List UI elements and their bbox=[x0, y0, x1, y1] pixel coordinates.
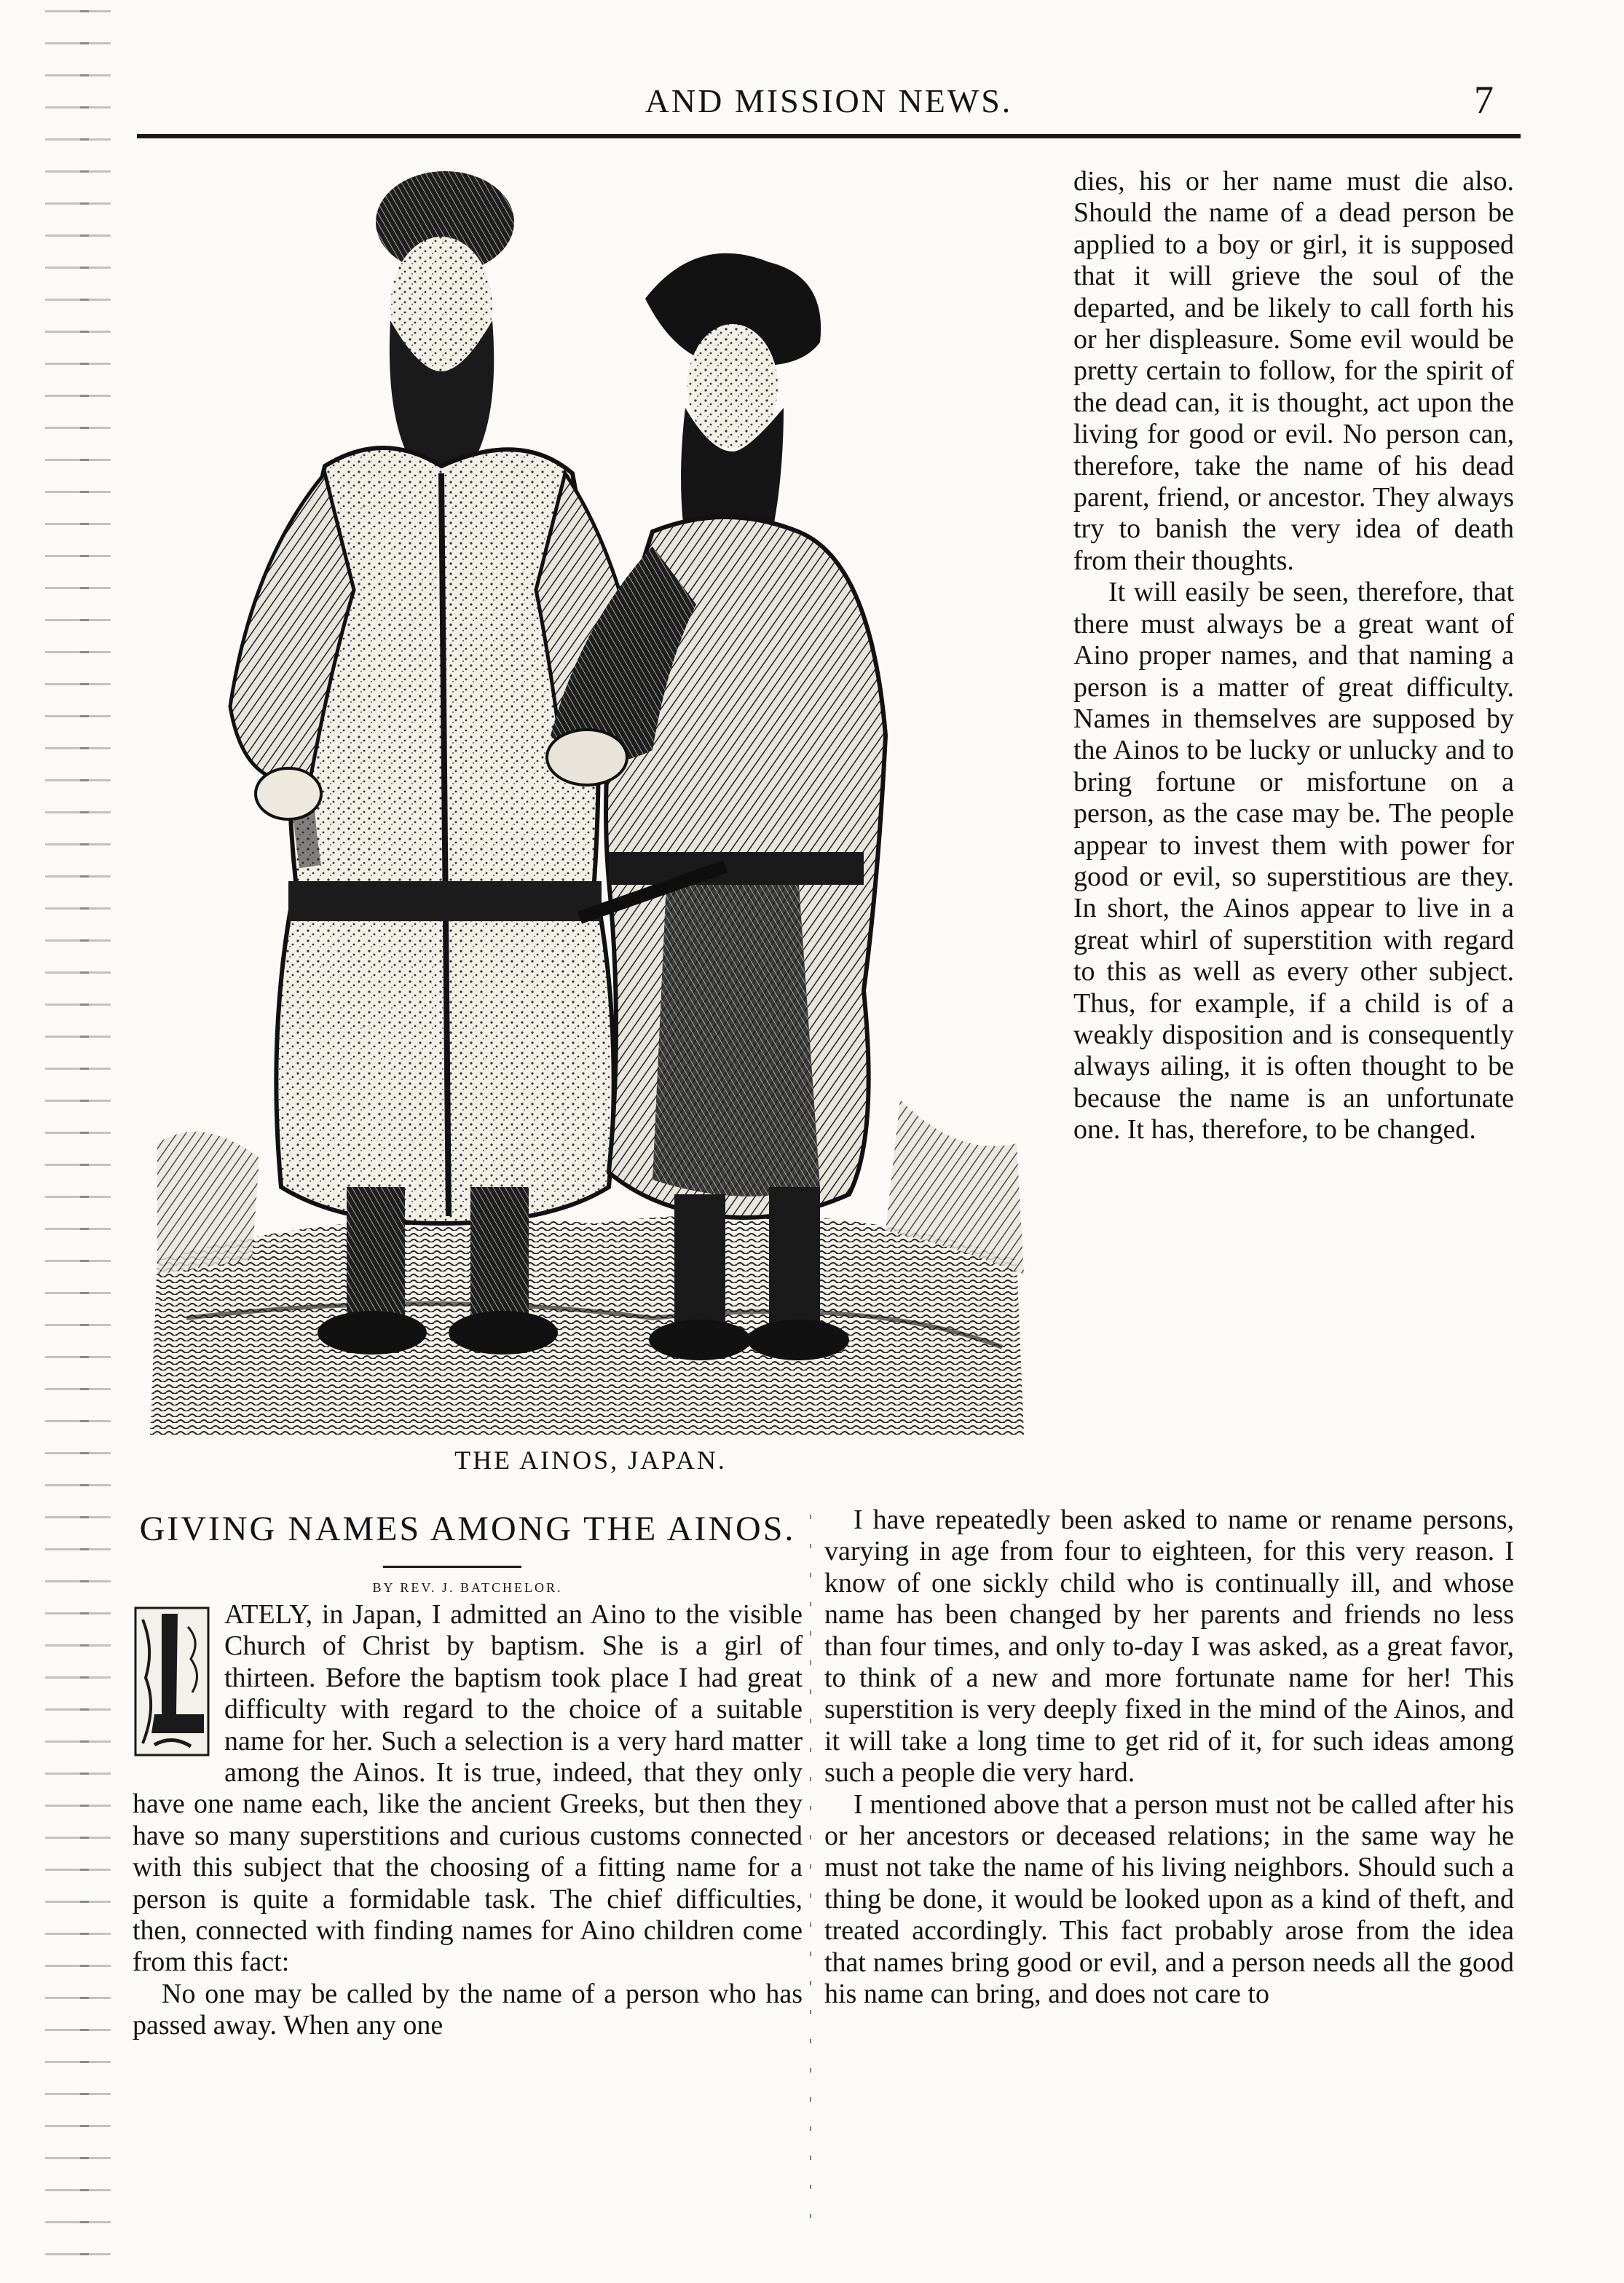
engraving-illustration bbox=[143, 153, 1038, 1449]
ornamental-drop-cap bbox=[133, 1605, 211, 1758]
drop-cap-letter-l-icon bbox=[133, 1605, 211, 1758]
bottom-right-column-text bbox=[824, 1505, 1514, 2011]
paragraph: No one may be called by the name of a person who has passed away. When any one bbox=[133, 1978, 803, 2041]
paragraph: dies, his or her name must die also. Should the name of a dead person be applied to a boy or girl, it is supposed that it will grieve the soul of the departed, and be likely to call forth his or her displeasure. Some evil would be pretty certain to follow, for the spirit of the dead can, it is thought, act upon the living for good or evil. No person can, therefore, take the name of his dead parent, friend, or ancestor. They always try to banish the very idea of death from their thoughts. bbox=[1073, 166, 1514, 576]
figure-caption: THE AINOS, JAPAN. bbox=[454, 1446, 727, 1475]
page-number: 7 bbox=[1474, 78, 1494, 122]
left-column-text bbox=[133, 1599, 803, 2042]
running-head: AND MISSION NEWS. bbox=[645, 82, 1013, 119]
header-rule bbox=[137, 134, 1521, 138]
paragraph: ATELY, in Japan, I admitted an Aino to the visible Church of Christ by baptism. She is a girl of thirteen. Before the baptism took place I had great difficulty with regard to the choice of a suitable name for her. Such a selection is a very hard matter among the Ainos. It is true, indeed, that they only have one name each, like the ancient Greeks, but then they have so many superstitions and curious customs connected with this subject that the choosing of a fitting name for a person is quite a formidable task. The chief difficulties, then, connected with finding names for Aino children come from this fact: bbox=[133, 1599, 803, 1978]
engraving-drawing bbox=[143, 153, 1038, 1449]
ground-shading bbox=[150, 1215, 1024, 1435]
paragraph: I have repeatedly been asked to name or rename persons, varying in age from four to eighteen, for this very reason. I know of one sickly child who is continually ill, and whose name has been changed by her parents and friends no less than four times, and only to-day I was asked, as a great favor, to think of a new and more fortunate name for her! This superstition is very deeply fixed in the mind of the Ainos, and it will take a long time to get rid of it, for such ideas among such a people die very hard. bbox=[824, 1505, 1514, 1789]
article-title: GIVING NAMES AMONG THE AINOS. bbox=[139, 1510, 796, 1548]
scan-margin-specks bbox=[45, 0, 111, 2283]
column-divider bbox=[810, 1515, 811, 2243]
scan-binding-edge bbox=[80, 0, 89, 2283]
paragraph: It will easily be seen, therefore, that there must always be a great want of Aino proper names, and that naming a person is a matter of great difficulty. Names in themselves are supposed by the Ainos to be lucky or unlucky and to bring fortune or misfortune on a person, as the case may be. The people appear to invest them with power for good or evil, so superstitious are they. In short, the Ainos appear to live in a great whirl of superstition with regard to this as well as every other subject. Thus, for example, if a child is of a weakly disposition and is consequently always ailing, it is often thought to be because the name is an unfortunate one. It has, therefore, to be changed. bbox=[1073, 577, 1514, 1146]
paragraph: I mentioned above that a person must not be called after his or her ancestors or deceased relations; in the same way he must not take the name of his living neighbors. Should such a thing be done, it would be looked upon as a kind of theft, and treated accordingly. This fact probably arose from the idea that names bring good or evil, and a person needs all the good his name can bring, and does not care to bbox=[824, 1789, 1514, 2010]
svg-text:L: L bbox=[172, 1754, 173, 1755]
article-byline: BY REV. J. BATCHELOR. bbox=[372, 1580, 563, 1595]
title-rule bbox=[383, 1566, 521, 1568]
right-column-text bbox=[1073, 166, 1514, 1146]
